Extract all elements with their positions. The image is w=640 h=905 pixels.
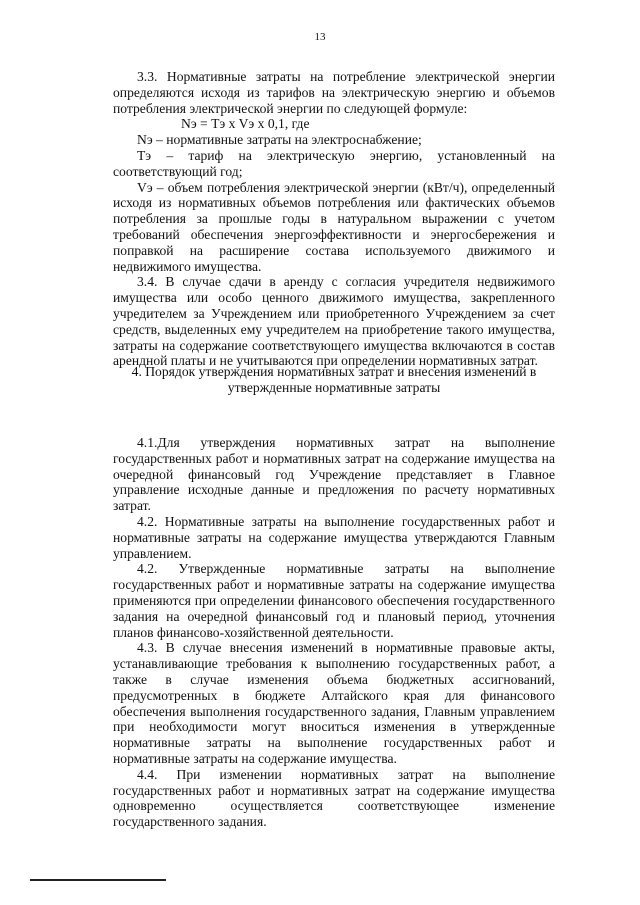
footnote-separator-line [30, 879, 166, 881]
definition-n: Nэ – нормативные затраты на электроснабжение; [137, 132, 422, 148]
paragraph-3-4: 3.4. В случае сдачи в аренду с согласия учредителя недвижимого имущества или особо ценного движимого имущества, закрепленного учредителем за Учреждением или приобретенного Учреждением за счет средств, выделенных ему учредителем на приобретение такого имущества, затраты на содержание соответствующего имущества включаются в состав арендной платы и не учитываются при определении нормативных затрат. [113, 274, 555, 369]
formula-line: Nэ = Tэ x Vэ x 0,1, где [181, 116, 310, 132]
section-4-heading [113, 364, 555, 396]
section-4-heading-line-1: 4. Порядок утверждения нормативных затрат и внесения изменений в [131, 364, 537, 379]
paragraph-3-3: 3.3. Нормативные затраты на потребление электрической энергии определяются исходя из тарифов на электрическую энергию и объемов потребления электрической энергии по следующей формуле: [113, 69, 555, 116]
paragraph-4-2-a: 4.2. Нормативные затраты на выполнение государственных работ и нормативные затраты на содержание имущества утверждаются Главным управлением. [113, 513, 555, 561]
paragraph-4-3: 4.3. В случае внесения изменений в нормативные правовые акты, устанавливающие требования к выполнению государственных работ, а также в случае изменения объема бюджетных ассигнований, предусмотренных в бюджете Алтайского края для финансового обеспечения выполнения государственного задания, Главным управлением при необходимости могут вноситься изменения в утвержденные нормативные затраты на выполнение государственных работ и нормативные затраты на содержание имущества. [113, 640, 555, 766]
section-3-block [113, 69, 555, 369]
definition-t: Tэ – тариф на электрическую энергию, установленный на соответствующий год; [113, 147, 555, 179]
paragraph-4-2-b: 4.2. Утвержденные нормативные затраты на выполнение государственных работ и нормативные затраты на содержание имущества применяются при определении финансового обеспечения государственного задания на очередной финансовый год и плановый период, уточнения планов финансово-хозяйственной деятельности. [113, 561, 555, 640]
page-number: 13 [314, 31, 326, 43]
section-4-block [113, 435, 555, 830]
paragraph-4-1: 4.1.Для утверждения нормативных затрат на выполнение государственных работ и нормативных затрат на содержание имущества на очередной финансовый год Учреждение представляет в Главное управление исходные данные и предложения по расчету нормативных затрат. [113, 435, 555, 514]
paragraph-4-4: 4.4. При изменении нормативных затрат на выполнение государственных работ и нормативных затрат на содержание имущества одновременно осуществляется соответствующее изменение государственного задания. [113, 766, 555, 830]
definition-v: Vэ – объем потребления электрической энергии (кВт/ч), определенный исходя из нормативных объемов потребления или фактических объемов потребления за прошлые годы в натуральном выражении с учетом требований обеспечения энергоэффективности и энергосбережения и поправкой на расширение состава используемого движимого и недвижимого имущества. [113, 179, 555, 274]
section-4-heading-line-2: утвержденные нормативные затраты [227, 379, 441, 395]
